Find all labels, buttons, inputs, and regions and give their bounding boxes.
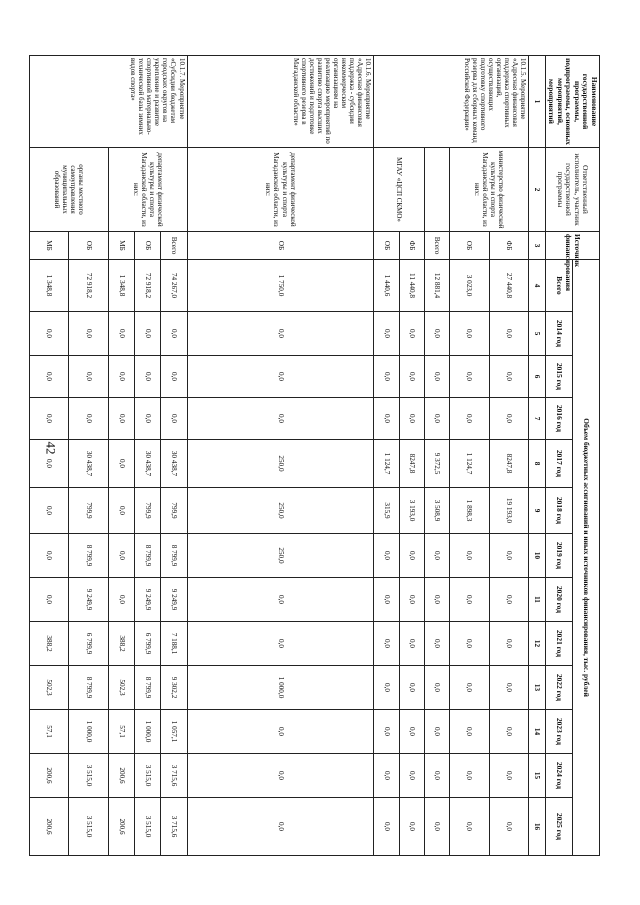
- header-year: 2018 год: [545, 488, 572, 534]
- value-year: 0,0: [187, 798, 374, 856]
- value-year: 799,9: [69, 488, 108, 534]
- value-year: 502,3: [108, 666, 134, 710]
- value-year: 0,0: [108, 312, 134, 356]
- column-index: 1: [528, 56, 545, 148]
- value-year: 0,0: [108, 398, 134, 440]
- column-index: 5: [528, 312, 545, 356]
- table-row: [489, 56, 528, 856]
- value-year: 8 799,9: [135, 534, 161, 578]
- value-year: 19 193,0: [489, 488, 528, 534]
- header-year: 2017 год: [545, 440, 572, 488]
- header-year: 2020 год: [545, 578, 572, 622]
- value-year: 0,0: [108, 578, 134, 622]
- value-year: 1 124,7: [374, 440, 399, 488]
- value-year: 0,0: [29, 578, 68, 622]
- value-year: 0,0: [108, 356, 134, 398]
- value-year: 0,0: [374, 710, 399, 754]
- value-year: 1 000,0: [69, 710, 108, 754]
- column-index: 10: [528, 534, 545, 578]
- value-year: 3 515,0: [69, 754, 108, 798]
- header-year: 2025 год: [545, 798, 572, 856]
- value-year: 388,2: [108, 622, 134, 666]
- value-year: 0,0: [161, 356, 187, 398]
- value-year: 0,0: [489, 622, 528, 666]
- value-year: 0,0: [399, 710, 424, 754]
- value-year: 8 799,9: [69, 666, 108, 710]
- value-year: 1 898,3: [450, 488, 489, 534]
- header-responsible: Ответственный исполнитель, участник государственной программы: [545, 148, 599, 232]
- value-year: 8 799,9: [135, 666, 161, 710]
- header-year: 2019 год: [545, 534, 572, 578]
- value-year: 250,0: [187, 534, 374, 578]
- responsible-executor: департамент физической культуры и спорта Магаданской области, из них:: [108, 148, 187, 232]
- measure-name: 10.1.7. Мероприятие «Субсидии бюджетам городских округов на укрепление и развитие спортивной материально-технической базы зимних видов спорта»: [29, 56, 187, 148]
- funding-source: Всего: [424, 232, 449, 260]
- value-year: 0,0: [450, 312, 489, 356]
- value-year: 0,0: [29, 534, 68, 578]
- value-year: 0,0: [424, 710, 449, 754]
- value-year: 9 302,2: [161, 666, 187, 710]
- column-index: 11: [528, 578, 545, 622]
- column-index: 3: [528, 232, 545, 260]
- value-year: 0,0: [424, 398, 449, 440]
- header-year: 2016 год: [545, 398, 572, 440]
- funding-source: ОБ: [450, 232, 489, 260]
- value-year: 0,0: [108, 534, 134, 578]
- header-group-title: Объем бюджетных ассигнований и иных источников финансирования, тыс. рублей: [572, 260, 599, 856]
- measure-name: 10.1.5. Мероприятие «Адресная финансовая поддержка спортивных организаций, осуществляющих подготовку спортивного резерва для сборных команд Российской Федерации»: [374, 56, 529, 148]
- value-total: 72 918,2: [135, 260, 161, 312]
- value-year: 0,0: [424, 622, 449, 666]
- funding-source: МБ: [29, 232, 68, 260]
- funding-source: Всего: [161, 232, 187, 260]
- value-year: 0,0: [399, 398, 424, 440]
- value-year: 0,0: [161, 398, 187, 440]
- funding-source: ФБ: [489, 232, 528, 260]
- value-total: 12 881,4: [424, 260, 449, 312]
- value-year: 0,0: [135, 312, 161, 356]
- value-year: 0,0: [489, 398, 528, 440]
- value-year: 0,0: [374, 622, 399, 666]
- header-year: 2022 год: [545, 666, 572, 710]
- value-year: 0,0: [450, 356, 489, 398]
- value-year: 8247,8: [489, 440, 528, 488]
- value-year: 0,0: [399, 356, 424, 398]
- value-year: 0,0: [489, 312, 528, 356]
- value-year: 0,0: [450, 578, 489, 622]
- column-index: 4: [528, 260, 545, 312]
- value-year: 1 057,1: [161, 710, 187, 754]
- value-year: 0,0: [489, 798, 528, 856]
- value-year: 0,0: [399, 578, 424, 622]
- rotated-table-container: [45, 55, 600, 855]
- table-row: [424, 56, 449, 856]
- value-year: 200,6: [108, 798, 134, 856]
- header-source: Источник финансирования: [545, 232, 599, 260]
- header-total: Всего: [545, 260, 572, 312]
- value-year: 1 000,0: [135, 710, 161, 754]
- responsible-executor: органы местного самоуправления муниципальных образований: [29, 148, 108, 232]
- value-year: 250,0: [187, 488, 374, 534]
- value-year: 0,0: [424, 754, 449, 798]
- value-year: 3 193,0: [399, 488, 424, 534]
- value-year: 0,0: [29, 356, 68, 398]
- column-index: 8: [528, 440, 545, 488]
- value-year: 0,0: [399, 622, 424, 666]
- value-year: 57,1: [108, 710, 134, 754]
- value-year: 8 799,9: [69, 534, 108, 578]
- value-year: 1 000,0: [187, 666, 374, 710]
- value-year: 0,0: [69, 312, 108, 356]
- responsible-executor: МГАУ «ЦСП СКМО»: [374, 148, 425, 232]
- value-year: 0,0: [187, 578, 374, 622]
- table-row: [399, 56, 424, 856]
- value-year: 0,0: [489, 754, 528, 798]
- header-year: 2024 год: [545, 754, 572, 798]
- funding-source: ОБ: [187, 232, 374, 260]
- value-year: 0,0: [450, 398, 489, 440]
- value-year: 0,0: [450, 798, 489, 856]
- value-total: 1 348,8: [108, 260, 134, 312]
- value-year: 3 715,6: [161, 754, 187, 798]
- value-year: 3 515,0: [69, 798, 108, 856]
- value-year: 0,0: [29, 488, 68, 534]
- value-year: 0,0: [108, 488, 134, 534]
- value-year: 9 249,9: [69, 578, 108, 622]
- value-year: 0,0: [135, 398, 161, 440]
- column-index: 13: [528, 666, 545, 710]
- value-year: 799,9: [161, 488, 187, 534]
- value-year: 0,0: [450, 534, 489, 578]
- value-total: 11 440,8: [399, 260, 424, 312]
- value-year: 6 799,9: [135, 622, 161, 666]
- column-index: 16: [528, 798, 545, 856]
- value-year: 0,0: [187, 312, 374, 356]
- value-year: 7 188,1: [161, 622, 187, 666]
- value-year: 0,0: [424, 312, 449, 356]
- value-year: 57,1: [29, 710, 68, 754]
- funding-source: ОБ: [135, 232, 161, 260]
- table-row: [187, 56, 374, 856]
- value-year: 0,0: [424, 798, 449, 856]
- funding-source: ОБ: [69, 232, 108, 260]
- value-year: 0,0: [374, 534, 399, 578]
- header-year: 2021 год: [545, 622, 572, 666]
- responsible-executor: департамент физической культуры и спорта Магаданской области, из них:: [187, 148, 374, 232]
- value-year: 9 249,9: [135, 578, 161, 622]
- value-year: 200,6: [29, 798, 68, 856]
- measure-name: 10.1.6. Мероприятие «Адресная финансовая поддержка - субсидии некоммерческим организациям на реализацию мероприятий по развитию спорта высших достижений и подготовке спортивного резерва в Магаданской области»: [187, 56, 374, 148]
- value-year: 3 508,9: [424, 488, 449, 534]
- value-year: 0,0: [108, 440, 134, 488]
- value-year: 0,0: [450, 754, 489, 798]
- value-year: 0,0: [187, 710, 374, 754]
- funding-source: МБ: [108, 232, 134, 260]
- header-year: 2023 год: [545, 710, 572, 754]
- column-index: 9: [528, 488, 545, 534]
- value-year: 200,6: [108, 754, 134, 798]
- value-year: 0,0: [424, 666, 449, 710]
- value-year: 6 799,9: [69, 622, 108, 666]
- header-year: 2014 год: [545, 312, 572, 356]
- value-year: 0,0: [374, 798, 399, 856]
- responsible-executor: министерство физической культуры и спорта Магаданской области, из них:: [450, 148, 529, 232]
- value-year: 0,0: [424, 356, 449, 398]
- value-year: 1 124,7: [450, 440, 489, 488]
- column-index: 14: [528, 710, 545, 754]
- value-year: 0,0: [29, 440, 68, 488]
- value-year: 0,0: [374, 578, 399, 622]
- value-year: 0,0: [489, 710, 528, 754]
- column-index: 7: [528, 398, 545, 440]
- financing-table: [29, 55, 600, 856]
- value-year: 0,0: [489, 666, 528, 710]
- header-year: 2015 год: [545, 356, 572, 398]
- value-year: 8 799,9: [161, 534, 187, 578]
- value-year: 3 515,0: [135, 798, 161, 856]
- funding-source: ФБ: [399, 232, 424, 260]
- value-year: 0,0: [450, 622, 489, 666]
- value-year: 502,3: [29, 666, 68, 710]
- value-year: 0,0: [69, 356, 108, 398]
- value-year: 0,0: [399, 666, 424, 710]
- value-total: 3 023,0: [450, 260, 489, 312]
- value-year: 0,0: [399, 798, 424, 856]
- responsible-executor: [424, 148, 449, 232]
- value-year: 3 715,6: [161, 798, 187, 856]
- value-year: 0,0: [29, 312, 68, 356]
- value-year: 0,0: [69, 398, 108, 440]
- header-name: Наименование государственной программы, подпрограммы, основных мероприятий, мероприятий: [545, 56, 599, 148]
- value-year: 0,0: [424, 534, 449, 578]
- value-year: 0,0: [399, 312, 424, 356]
- value-year: 0,0: [374, 754, 399, 798]
- value-year: 250,0: [187, 440, 374, 488]
- value-year: 0,0: [489, 534, 528, 578]
- value-year: 0,0: [450, 710, 489, 754]
- value-year: 0,0: [489, 578, 528, 622]
- value-year: 0,0: [187, 356, 374, 398]
- column-index: 6: [528, 356, 545, 398]
- value-year: 0,0: [450, 666, 489, 710]
- value-year: 0,0: [29, 398, 68, 440]
- value-year: 0,0: [187, 754, 374, 798]
- value-year: 0,0: [374, 666, 399, 710]
- value-year: 0,0: [135, 356, 161, 398]
- value-year: 0,0: [374, 312, 399, 356]
- value-year: 30 438,7: [135, 440, 161, 488]
- value-year: 0,0: [424, 578, 449, 622]
- value-year: 0,0: [187, 622, 374, 666]
- value-year: 388,2: [29, 622, 68, 666]
- value-year: 9 249,9: [161, 578, 187, 622]
- value-year: 0,0: [399, 534, 424, 578]
- value-year: 0,0: [399, 754, 424, 798]
- value-year: 9 372,5: [424, 440, 449, 488]
- value-total: 1 348,8: [29, 260, 68, 312]
- value-year: 8247,8: [399, 440, 424, 488]
- table-row: [69, 56, 108, 856]
- value-year: 0,0: [187, 398, 374, 440]
- page-number: 42: [43, 441, 59, 455]
- value-year: 0,0: [161, 312, 187, 356]
- value-year: 315,9: [374, 488, 399, 534]
- column-index: 2: [528, 148, 545, 232]
- value-total: 27 440,8: [489, 260, 528, 312]
- value-year: 0,0: [374, 356, 399, 398]
- value-year: 3 515,0: [135, 754, 161, 798]
- value-total: 72 918,2: [69, 260, 108, 312]
- value-year: 799,9: [135, 488, 161, 534]
- funding-source: ОБ: [374, 232, 399, 260]
- value-total: 1 440,6: [374, 260, 399, 312]
- value-year: 0,0: [489, 356, 528, 398]
- value-year: 0,0: [374, 398, 399, 440]
- value-year: 200,6: [29, 754, 68, 798]
- column-index: 12: [528, 622, 545, 666]
- table-row: [161, 56, 187, 856]
- value-year: 30 438,7: [69, 440, 108, 488]
- value-total: 1 750,0: [187, 260, 374, 312]
- value-year: 30 438,7: [161, 440, 187, 488]
- column-index: 15: [528, 754, 545, 798]
- value-total: 74 267,0: [161, 260, 187, 312]
